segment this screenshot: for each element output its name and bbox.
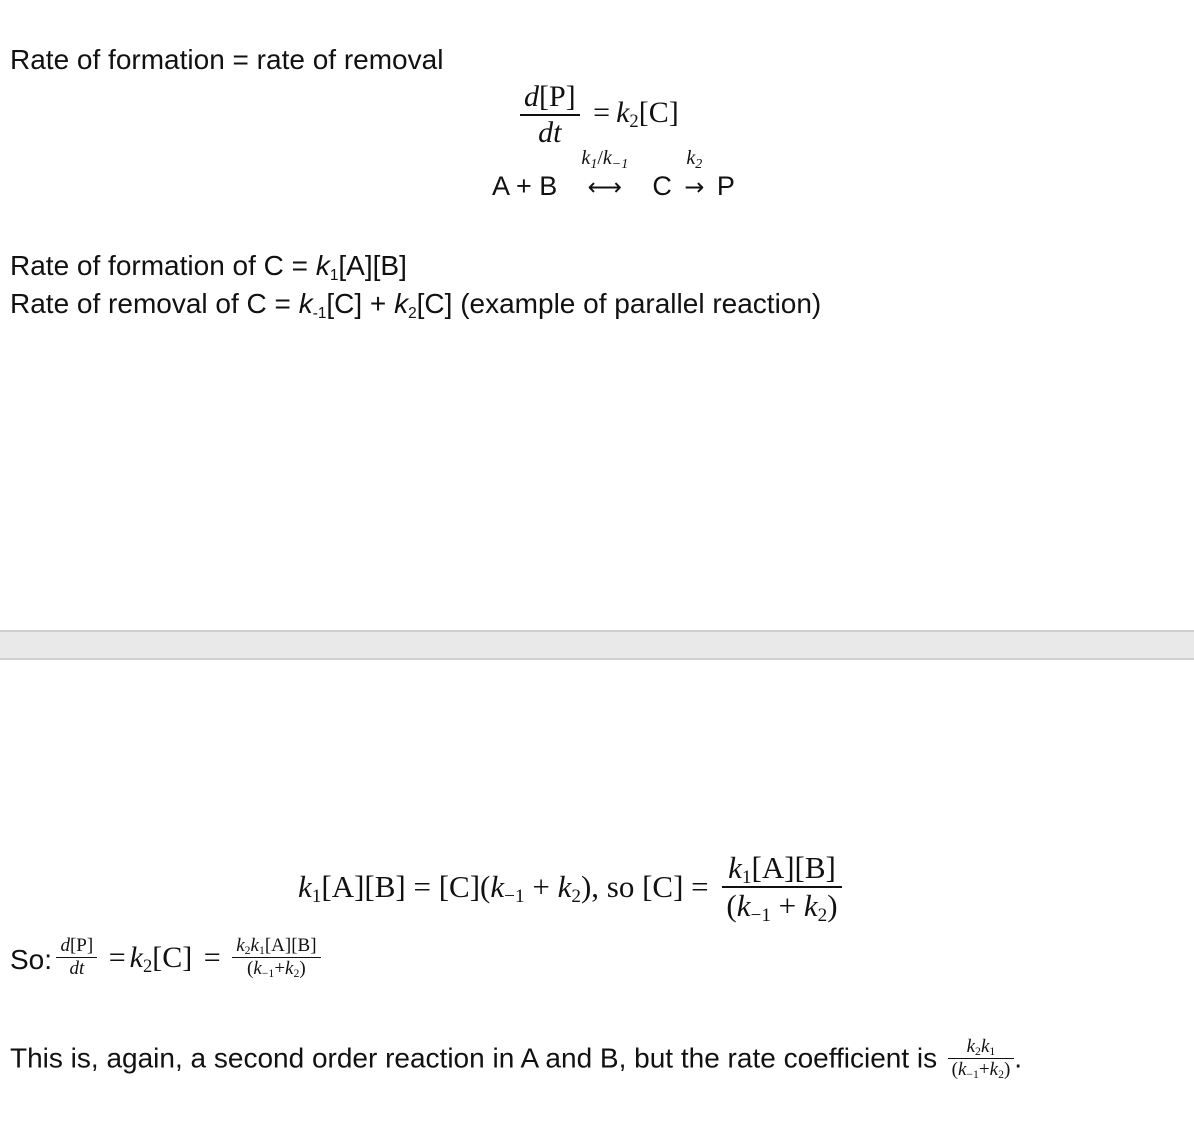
k2-subscript: 2	[629, 111, 639, 133]
reaction-scheme	[492, 147, 735, 202]
k1-subscript: 1	[329, 266, 339, 284]
plus-sign: +	[524, 869, 558, 904]
k-minus1-subscript: -1	[312, 304, 327, 322]
k2-symbol: k	[616, 95, 630, 129]
removal-rest: [C] (example of parallel reaction)	[416, 288, 822, 319]
conclusion-line	[10, 1036, 1022, 1081]
dt-symbol: dt	[538, 116, 562, 149]
k-minus1-subscript: −1	[504, 886, 525, 908]
k1-subscript: 1	[311, 886, 322, 908]
so-equation: So: $\frac{d[P]}{dt}$ = k2[C] = $\frac{k2k1[A][B]}{(k-1+k2)}$	[10, 935, 321, 980]
steady-close: ), so [C] =	[580, 869, 709, 904]
so-label: So:	[10, 944, 53, 976]
equilibrium-arrow-label: k1/k−1	[581, 147, 629, 172]
p-conc: [P]	[539, 80, 576, 113]
k1-symbol: k	[315, 250, 330, 281]
removal-prefix: Rate of removal of C =	[10, 288, 299, 319]
period: .	[1014, 1042, 1023, 1074]
k2-symbol: k	[557, 869, 572, 904]
formation-rate-line	[10, 249, 407, 288]
product: P	[716, 171, 735, 201]
equilibrium-arrow	[565, 147, 645, 202]
reactants: A + B	[492, 171, 558, 201]
conclusion-text: This is, again, a second order reaction in A and B, but the rate coefficient is	[10, 1042, 938, 1074]
rate-equation	[520, 80, 679, 150]
equals-sign: =	[108, 940, 126, 974]
dp-dt-fraction	[520, 80, 580, 150]
intermediate: C	[652, 171, 672, 201]
forward-arrow	[679, 147, 709, 202]
steady-lhs: [A][B] = [C](	[321, 869, 491, 904]
k-minus1-symbol: k	[490, 869, 505, 904]
rate-coefficient-fraction: $\frac{k2k1}{(k-1+k2)}$	[948, 1036, 1015, 1081]
so-result-fraction: $\frac{k2k1[A][B]}{(k-1+k2)}$	[232, 935, 320, 980]
equals-sign-2: =	[203, 940, 221, 974]
c-conc: [C]	[638, 95, 679, 129]
steady-state-equation	[298, 850, 842, 927]
page-separator	[0, 630, 1194, 660]
forward-arrow-label: k2	[686, 147, 703, 172]
formation-rest: [A][B]	[338, 250, 407, 281]
frac-den-k2: k	[803, 888, 818, 923]
frac-k1-symbol: k	[728, 850, 742, 885]
frac-num-rest: [A][B]	[751, 850, 836, 885]
frac-k1-subscript: 1	[741, 867, 752, 889]
k2-subscript: 2	[571, 886, 581, 908]
equals-sign: =	[593, 95, 611, 129]
frac-den-k-minus1: k	[736, 888, 751, 923]
formation-prefix: Rate of formation of C =	[10, 250, 316, 281]
removal-rate-line	[10, 287, 821, 326]
rate-balance-text: Rate of formation = rate of removal	[10, 44, 444, 75]
c-conc-fraction: $\frac{k1[A][B]}{(k-1 + k2)}$	[722, 850, 841, 924]
d-symbol: d	[524, 80, 539, 113]
k-minus1-symbol: k	[298, 288, 313, 319]
k2-symbol: k	[394, 288, 409, 319]
k1-symbol: k	[298, 869, 312, 904]
so-dp-dt-fraction: $\frac{d[P]}{dt}$	[56, 935, 97, 980]
k2-subscript: 2	[408, 304, 417, 322]
rate-balance-heading	[10, 43, 443, 77]
double-arrow-icon: ⟷	[587, 173, 623, 201]
removal-mid: [C] +	[326, 288, 395, 319]
right-arrow-icon: →	[684, 173, 705, 201]
